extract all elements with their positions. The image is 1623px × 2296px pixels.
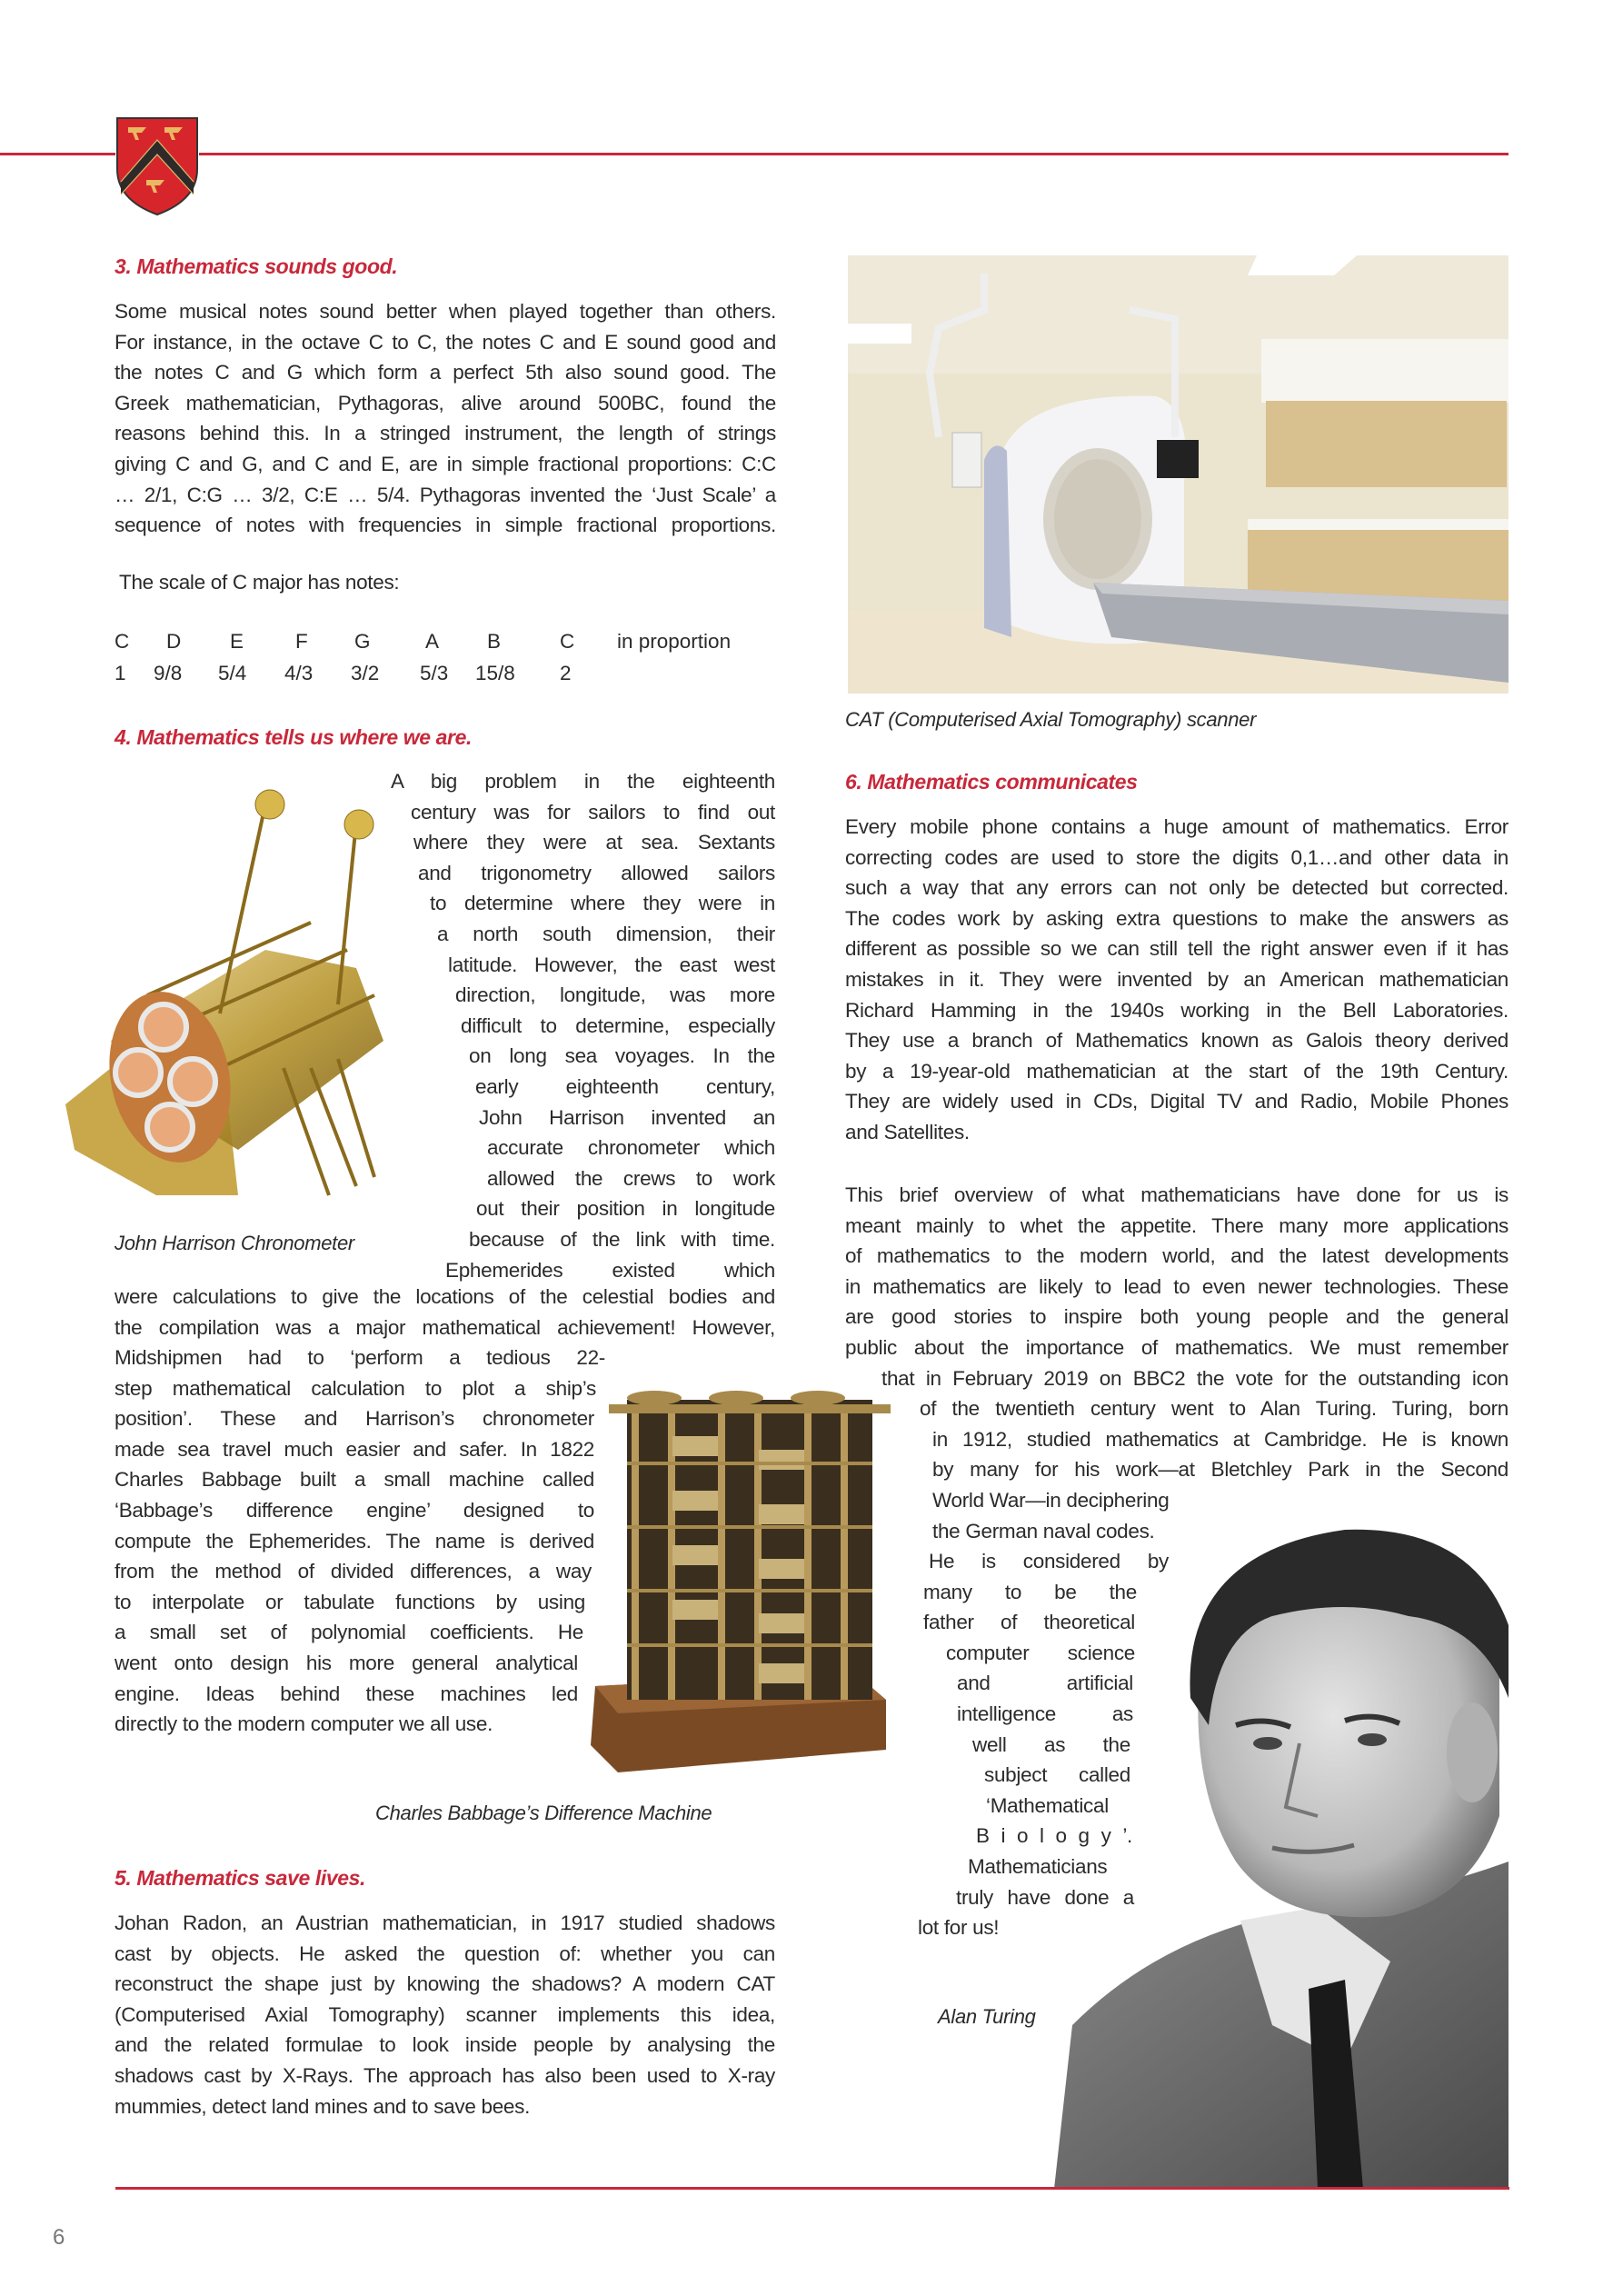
- text-line: mummies, detect land mines and to save bees.: [115, 2094, 531, 2118]
- text-line: the compilation was a major mathematical achievement! However,: [115, 1315, 775, 1339]
- text-line: a north south dimension, their: [437, 922, 775, 945]
- text-line: went onto design his more general analytical: [115, 1651, 578, 1674]
- text-line: giving C and G, and C and E, are in simple fractional proportions: C:C: [115, 452, 776, 475]
- text-line: sequence of notes with frequencies in simple fractional proportions.: [115, 514, 776, 537]
- text-line: were calculations to give the locations of the celestial bodies and: [115, 1285, 775, 1308]
- text-line: Johan Radon, an Austrian mathematician, in 1917 studied shadows: [115, 1912, 775, 1934]
- text-line: Ephemerides existed which: [445, 1258, 775, 1282]
- ratio-value: 4/3: [284, 662, 314, 684]
- section-3-body: [115, 296, 776, 541]
- text-line: … 2/1, C:G … 3/2, C:E … 5/4. Pythagoras invented the ‘Just Scale’ a: [115, 483, 776, 506]
- text-line: early eighteenth century,: [475, 1074, 775, 1098]
- text-line: ‘Mathematical: [986, 1793, 1109, 1817]
- text-line: Richard Hamming in the 1940s working in the Bell Laboratories.: [845, 998, 1508, 1022]
- text-line: Midshipmen had to ‘perform a tedious 22-: [115, 1346, 605, 1369]
- text-line: to interpolate or tabulate functions by using: [115, 1590, 585, 1613]
- text-line: subject called: [984, 1763, 1130, 1787]
- text-line: allowed the crews to work: [487, 1166, 775, 1190]
- note-label: A: [425, 630, 440, 653]
- text-line: out their position in longitude: [476, 1197, 775, 1221]
- note-label: E: [230, 630, 244, 653]
- text-line: that in February 2019 on BBC2 the vote for the outstanding icon: [881, 1366, 1508, 1390]
- text-line: are good stories to inspire both young people and the general: [845, 1305, 1508, 1329]
- text-line: Charles Babbage built a small machine called: [115, 1468, 594, 1492]
- text-line: where they were at sea. Sextants: [413, 831, 775, 854]
- text-line: lot for us!: [918, 1916, 1000, 1940]
- text-line: For instance, in the octave C to C, the notes C and E sound good and: [115, 330, 776, 354]
- text-line: truly have done a: [956, 1885, 1134, 1909]
- text-line: They use a branch of Mathematics known as Galois theory derived: [845, 1029, 1508, 1053]
- text-line: Some musical notes sound better when played together than others.: [115, 300, 776, 323]
- text-line: and Satellites.: [845, 1120, 970, 1143]
- note-label: B: [487, 630, 502, 653]
- text-line: the German naval codes.: [932, 1519, 1155, 1542]
- page-number: 6: [53, 2225, 65, 2250]
- text-line: on long sea voyages. In the: [469, 1044, 775, 1068]
- text-line: A big problem in the eighteenth: [391, 770, 775, 793]
- footer-rule: [115, 2187, 1509, 2190]
- section-4-wrap-text: [387, 766, 775, 1285]
- college-crest-logo: [115, 116, 199, 216]
- text-line: accurate chronometer which: [487, 1136, 775, 1160]
- proportion-label: in proportion: [617, 630, 732, 653]
- text-line: step mathematical calculation to plot a ship’s: [115, 1376, 596, 1400]
- text-line: He is considered by: [929, 1550, 1169, 1572]
- text-line: by many for his work—at Bletchley Park in the Second: [932, 1458, 1508, 1482]
- text-line: latitude. However, the east west: [448, 953, 775, 976]
- text-line: of mathematics to the modern world, and the latest developments: [845, 1244, 1508, 1268]
- ratio-value: 5/4: [218, 662, 247, 684]
- text-line: (Computerised Axial Tomography) scanner implements this idea,: [115, 2002, 775, 2026]
- text-line: to determine where they were in: [430, 892, 775, 915]
- text-line: Greek mathematician, Pythagoras, alive around 500BC, found the: [115, 391, 776, 414]
- text-line: difficult to determine, especially: [461, 1013, 775, 1037]
- turing-wrap-text: [918, 1546, 1169, 1943]
- section-4-full-text: [115, 1282, 775, 1343]
- scale-ratios-row: [115, 662, 787, 689]
- text-line: shadows cast by X-Rays. The approach has also been used to X-ray: [115, 2063, 775, 2087]
- conclusion-body: [845, 1180, 1508, 1546]
- section-6-heading: 6. Mathematics communicates: [845, 770, 1138, 794]
- text-line: meant mainly to whet the appetite. There many more applications: [845, 1213, 1508, 1237]
- text-line: cast by objects. He asked the question of: whether you can: [115, 1942, 775, 1965]
- section-5-heading: 5. Mathematics save lives.: [115, 1866, 365, 1890]
- note-label: C: [560, 630, 575, 653]
- text-line: century was for sailors to find out: [411, 800, 775, 824]
- text-line: father of theoretical: [923, 1611, 1135, 1634]
- ratio-value: 15/8: [475, 662, 515, 684]
- text-line: and trigonometry allowed sailors: [418, 861, 775, 884]
- text-line: engine. Ideas behind these machines led: [115, 1682, 578, 1705]
- text-line: directly to the modern computer we all use.: [115, 1712, 493, 1736]
- text-line: World War—in deciphering: [932, 1488, 1170, 1512]
- text-line: Mathematicians: [968, 1854, 1108, 1878]
- text-line: The codes work by asking extra questions to make the answers as: [845, 906, 1508, 930]
- text-line: from the method of divided differences, a way: [115, 1560, 592, 1583]
- ratio-value: 1: [115, 662, 126, 684]
- section-4-heading: 4. Mathematics tells us where we are.: [115, 725, 472, 749]
- ratio-value: 5/3: [420, 662, 449, 684]
- text-line: and artificial: [957, 1672, 1133, 1695]
- text-line: by a 19-year-old mathematician at the start of the 19th Century.: [845, 1059, 1508, 1083]
- section-6-body: [845, 812, 1508, 1148]
- text-line: and the related formulae to look inside people by analysing the: [115, 2033, 775, 2057]
- section-3-heading: 3. Mathematics sounds good.: [115, 255, 398, 278]
- scale-notes-row: [115, 630, 787, 657]
- text-line: Every mobile phone contains a huge amount of mathematics. Error: [845, 815, 1508, 838]
- text-line: in mathematics are likely to lead to even newer technologies. These: [845, 1274, 1508, 1298]
- cat-scanner-caption: CAT (Computerised Axial Tomography) scanner: [845, 708, 1257, 731]
- note-label: F: [295, 630, 308, 653]
- text-line: They are widely used in CDs, Digital TV and Radio, Mobile Phones: [845, 1090, 1508, 1113]
- text-line: well as the: [972, 1732, 1130, 1756]
- text-line: such a way that any errors can not only be detected but corrected.: [845, 876, 1508, 900]
- text-line: correcting codes are used to store the digits 0,1…and other data in: [845, 845, 1508, 869]
- text-line: compute the Ephemerides. The name is derived: [115, 1529, 594, 1552]
- scale-intro: The scale of C major has notes:: [119, 571, 400, 594]
- text-line: intelligence as: [957, 1702, 1133, 1725]
- text-line: position’. These and Harrison’s chronometer: [115, 1407, 594, 1431]
- text-line: ‘Babbage’s difference engine’ designed to: [115, 1498, 594, 1522]
- section-5-body: [115, 1908, 775, 2121]
- text-line: reasons behind this. In a stringed instrument, the length of strings: [115, 422, 776, 445]
- text-line: in 1912, studied mathematics at Cambridge. He is known: [932, 1427, 1508, 1451]
- note-label: D: [166, 630, 182, 653]
- text-line: mistakes in it. They were invented by an American mathematician: [845, 967, 1508, 991]
- text-line: public about the importance of mathematics. We must remember: [845, 1335, 1508, 1359]
- text-line: This brief overview of what mathematicians have done for us is: [845, 1183, 1508, 1206]
- babbage-caption: Charles Babbage’s Difference Machine: [375, 1802, 712, 1824]
- text-line: computer science: [946, 1641, 1135, 1664]
- text-line: John Harrison invented an: [479, 1105, 775, 1129]
- text-line: the notes C and G which form a perfect 5th also sound good. The: [115, 361, 776, 384]
- text-line: a small set of polynomial coefficients. He: [115, 1621, 583, 1644]
- cat-scanner-image: [848, 255, 1508, 694]
- text-line: because of the link with time.: [469, 1227, 775, 1251]
- text-line: different as possible so we can still tell the right answer even if it has: [845, 937, 1508, 961]
- ratio-value: 2: [560, 662, 572, 684]
- note-label: C: [115, 630, 130, 653]
- text-line: reconstruct the shape just by knowing the shadows? A modern CAT: [115, 1972, 775, 1996]
- text-line: B i o l o g y ’.: [976, 1824, 1132, 1848]
- text-line: made sea travel much easier and safer. In 1822: [115, 1437, 594, 1461]
- text-line: of the twentieth century went to Alan Turing. Turing, born: [920, 1397, 1508, 1421]
- ratio-value: 3/2: [351, 662, 380, 684]
- turing-caption: Alan Turing: [938, 2005, 1036, 2028]
- text-line: direction, longitude, was more: [455, 983, 775, 1007]
- note-label: G: [354, 630, 371, 653]
- chronometer-caption: John Harrison Chronometer: [115, 1232, 354, 1254]
- header-rule: [0, 153, 1508, 155]
- harrison-chronometer-image: [56, 768, 420, 1213]
- section-4-babbage-text: [115, 1343, 605, 1740]
- text-line: many to be the: [923, 1580, 1137, 1603]
- ratio-value: 9/8: [154, 662, 183, 684]
